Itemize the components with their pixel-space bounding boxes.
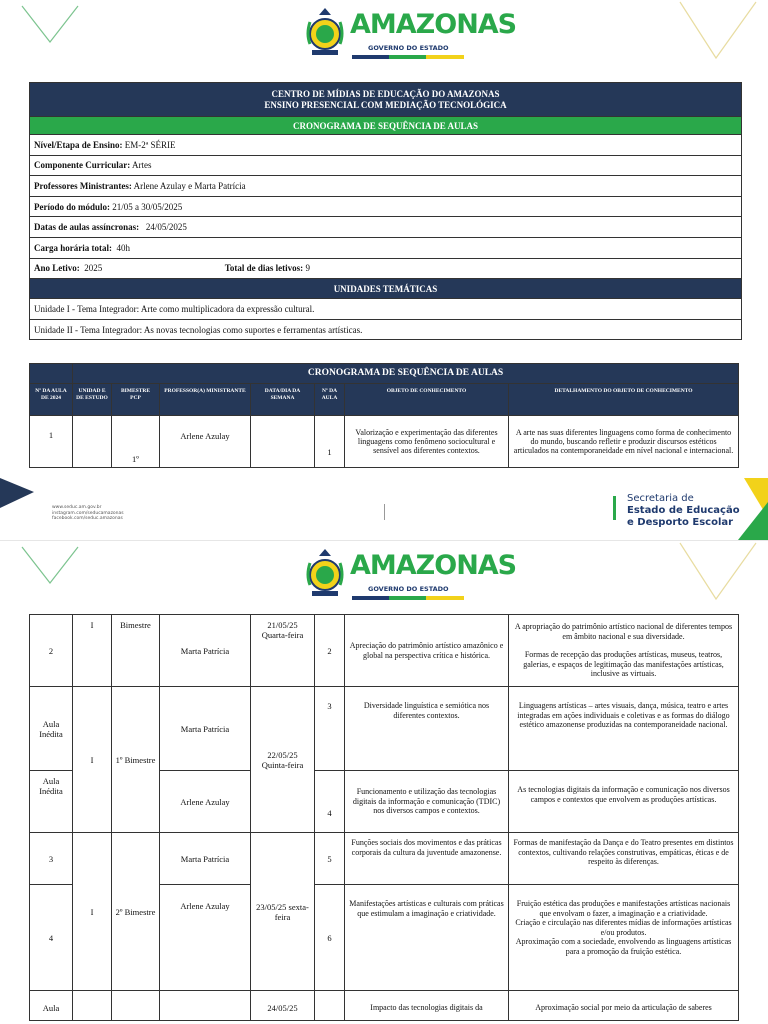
schedule-table [29,363,739,468]
cell-bimestre: 1º [112,416,160,468]
logo-color-bar [352,596,464,600]
carga-row: Carga horária total: 40h [30,237,742,258]
footer-links [52,505,124,522]
chevron-decoration-left [20,541,80,587]
col-unidade: UNIDAD E DE ESTUDO [73,384,112,416]
schedule-title-bar: CRONOGRAMA DE SEQUÊNCIA DE AULAS [30,117,742,135]
table-row: Aula Inédita Arlene Azulay 4 Funcionamento e utilização das tecnologias digitais da informação e comunicação (TDIC) nos diversos campos e contextos. As tecnologias digitais da informação e comunicação nos diversos campos e contextos que envolvem as produções artísticas. [30,771,739,833]
page-2 [0,540,768,1024]
unidade-1-row: Unidade I - Tema Integrador: Arte como multiplicadora da expressão cultural. [30,299,742,320]
unidades-title: UNIDADES TEMÁTICAS [30,279,742,299]
footer-divider [384,504,385,520]
secretaria-logo: Secretaria de Estado de Educação e Desporto Escolar [612,490,742,530]
cell-unidade [73,416,112,468]
table-row: 3 I 2º Bimestre Marta Patrícia 23/05/25 sexta-feira 5 Funções sociais dos movimentos e das práticas corporais da cultura da juventude amazonense. Formas de manifestação da Dança e do Teatro presentes em distintos contextos, cultivando relações construtivas, empáticas, éticas e de respeito às diferenças. [30,833,739,885]
ano-row: Ano Letivo: 2025 Total de dias letivos: 9 [30,258,742,279]
table-row [30,416,739,468]
amazonas-logo [304,6,517,66]
col-aula: Nº DA AULA [315,384,345,416]
cell-detalhamento: A arte nas suas diferentes linguagens como forma de conhecimento do mundo, buscando refletir e produzir discursos estéticos articulados na contemporaneidade em nível nacional e internacional. [509,416,739,468]
footer-link-site[interactable]: www.seduc.am.gov.br [52,505,102,510]
professores-row: Professores Ministrantes: Arlene Azulay e Marta Patrícia [30,176,742,197]
secretaria-mark-icon [613,496,623,520]
coat-of-arms-icon [304,547,346,601]
chevron-decoration-right [678,541,758,603]
cell-professor: Arlene Azulay [160,416,251,468]
componente-row: Componente Curricular: Artes [30,155,742,176]
unidade-2-row: Unidade II - Tema Integrador: As novas tecnologias como suportes e ferramentas artísticas. [30,319,742,340]
logo-wordmark: AMAZONAS [350,550,517,581]
table-row: Aula 24/05/25 Impacto das tecnologias digitais da Aproximação social por meio da articulação de saberes [30,991,739,1021]
periodo-row: Período do módulo: 21/05 a 30/05/2025 [30,196,742,217]
cell-aula: 1 [315,416,345,468]
footer-corner-triangles [738,478,768,540]
cell-data [251,416,315,468]
logo-subtitle: GOVERNO DO ESTADO [368,44,449,52]
col-aula-2024: Nº DA AULA DE 2024 [30,384,73,416]
col-detalhamento: DETALHAMENTO DO OBJETO DE CONHECIMENTO [509,384,739,416]
nivel-row: Nível/Etapa de Ensino: EM-2ª SÉRIE [30,135,742,156]
chevron-decoration-right [678,0,758,62]
institution-header: CENTRO DE MÍDIAS DE EDUCAÇÃO DO AMAZONAS ENSINO PRESENCIAL COM MEDIAÇÃO TECNOLÓGICA [30,83,742,117]
footer-link-instagram[interactable]: instagram.com/seducamazonas [52,510,124,516]
page-footer [0,478,768,540]
footer-link-facebook[interactable]: facebook.com/seduc.amazonas [52,516,123,521]
amazonas-logo [304,547,517,607]
col-data: DATA/DIA DA SEMANA [251,384,315,416]
col-objeto: OBJETO DE CONHECIMENTO [345,384,509,416]
coat-of-arms-icon [304,6,346,60]
table-row: 2 I Bimestre Marta Patrícia 21/05/25 Quarta-feira 2 Apreciação do patrimônio artístico amazônico e global na perspectiva crítica e histórica. A apropriação do patrimônio artístico nacional de diferentes tempos em âmbito nacional e sua diversidade. Formas de recepção das produções artísticas, museus, teatros, galerias, e espaços de legitimação das manifestações artísticas, inclusive as virtuais. [30,615,739,687]
cell-objeto: Valorização e experimentação das diferentes linguagens como fenômeno sociocultural e sensível aos diferentes contextos. [345,416,509,468]
logo-subtitle: GOVERNO DO ESTADO [368,585,449,593]
col-professor: PROFESSOR(A) MINISTRANTE [160,384,251,416]
logo-wordmark: AMAZONAS [350,9,517,40]
logo-color-bar [352,55,464,59]
col-bimestre: BIMESTRE PCP [112,384,160,416]
chevron-decoration-left [20,0,80,46]
schedule-table-continued [29,614,739,1021]
table-row: 4 Arlene Azulay 6 Manifestações artísticas e culturais com práticas que estimulam a imaginação e criatividade. Fruição estética das produções e manifestações artísticas nacionais que envolvam o fazer, a imaginação e a criatividade. Criação e circulação nas diferentes mídias de informações artísticas e/ou produtos. Aproximação com a sociedade, envolvendo as linguagens artísticas para a promoção da fruição estética. [30,885,739,991]
footer-corner-shape [0,478,34,508]
table-row: Aula Inédita I 1º Bimestre Marta Patrícia 22/05/25 Quinta-feira 3 Diversidade linguística e semiótica nos diferentes contextos. Linguagens artísticas – artes visuais, dança, música, teatro e artes integradas em ações individuais e coletivas e as formas do diálogo estético amazonense produzidas na contemporaneidade nacional. [30,687,739,771]
schedule-title: CRONOGRAMA DE SEQUÊNCIA DE AULAS [73,364,739,384]
datas-row: Datas de aulas assíncronas: 24/05/2025 [30,217,742,238]
cell-aula-2024: 1 [30,416,73,468]
course-info-table [29,82,742,340]
